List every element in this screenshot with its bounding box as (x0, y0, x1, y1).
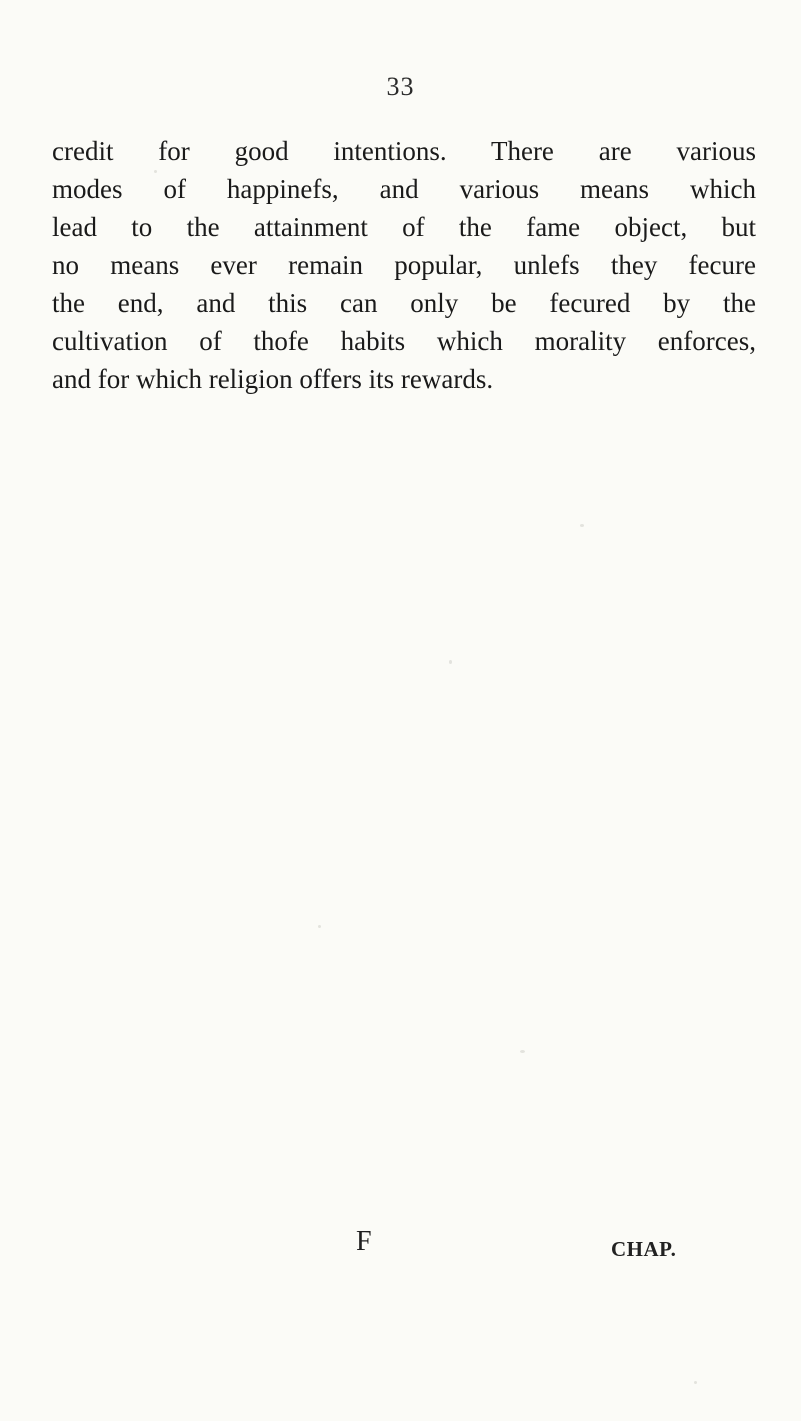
catchword: CHAP. (611, 1237, 677, 1261)
page-number: 33 (386, 72, 415, 101)
paper-speck (318, 925, 321, 928)
text-line: and for which religion offers its rewards. (52, 364, 494, 394)
text-line: modes of happinefs, and various means which (52, 174, 756, 204)
text-line: credit for good intentions. There are various (52, 136, 756, 166)
text-line: no means ever remain popular, unlefs they fecure (52, 250, 756, 280)
text-line: lead to the attainment of the fame object, but (52, 212, 756, 242)
paper-speck (449, 660, 452, 664)
signature-mark: F (356, 1226, 372, 1257)
paper-speck (580, 524, 584, 527)
body-text (52, 132, 756, 398)
text-line: the end, and this can only be fecured by the (52, 288, 756, 318)
paper-speck (694, 1381, 697, 1384)
paper-speck (520, 1050, 525, 1053)
text-line: cultivation of thofe habits which morality enforces, (52, 326, 756, 356)
